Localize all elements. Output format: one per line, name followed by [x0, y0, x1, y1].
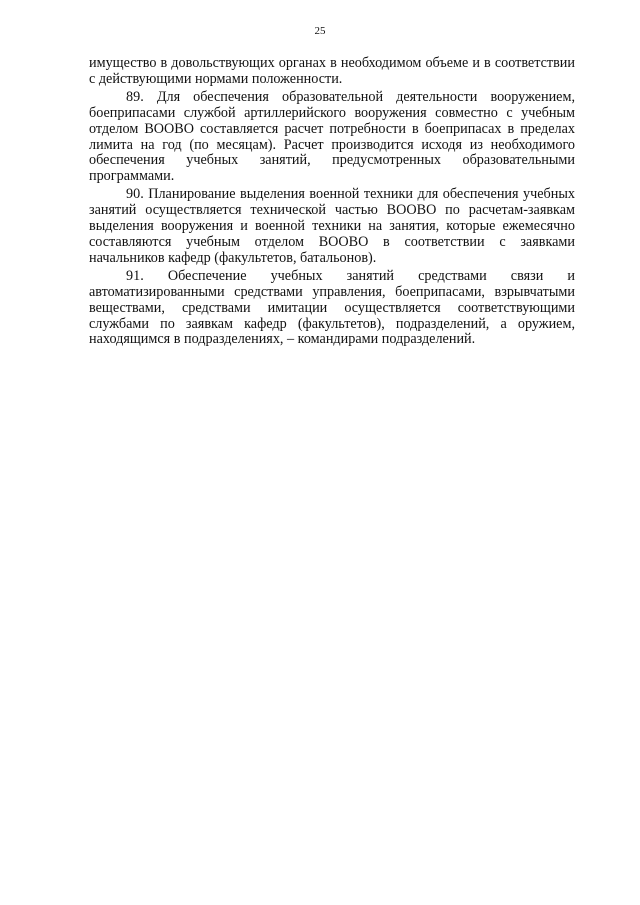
paragraph-91: 91. Обеспечение учебных занятий средствами связи и автоматизированными средствами управления, боеприпасами, взрывчатыми веществами, средствами имитации осуществляется соответствующими службами по заявкам кафедр (факультетов), подразделений, а оружием, находящимся в подразделениях, – командирами подразделений.	[89, 267, 575, 348]
paragraph-89: 89. Для обеспечения образовательной деятельности вооружением, боеприпасами службой артиллерийского вооружения совместно с учебным отделом ВООВО составляется расчет потребности в боеприпасах в пределах лимита на год (по месяцам). Расчет производится исходя из необходимого обеспечения учебных занятий, предусмотренных образовательными программами.	[89, 88, 575, 185]
page-number: 25	[314, 25, 326, 37]
document-body	[89, 56, 575, 348]
paragraph-continuation: имущество в довольствующих органах в необходимом объеме и в соответствии с действующими нормами положенности.	[89, 55, 575, 87]
paragraph-90: 90. Планирование выделения военной техники для обеспечения учебных занятий осуществляется технической частью ВООВО по расчетам-заявкам выделения вооружения и военной техники на занятия, которые ежемесячно составляются учебным отделом ВООВО в соответствии с заявками начальников кафедр (факультетов, батальонов).	[89, 186, 575, 266]
